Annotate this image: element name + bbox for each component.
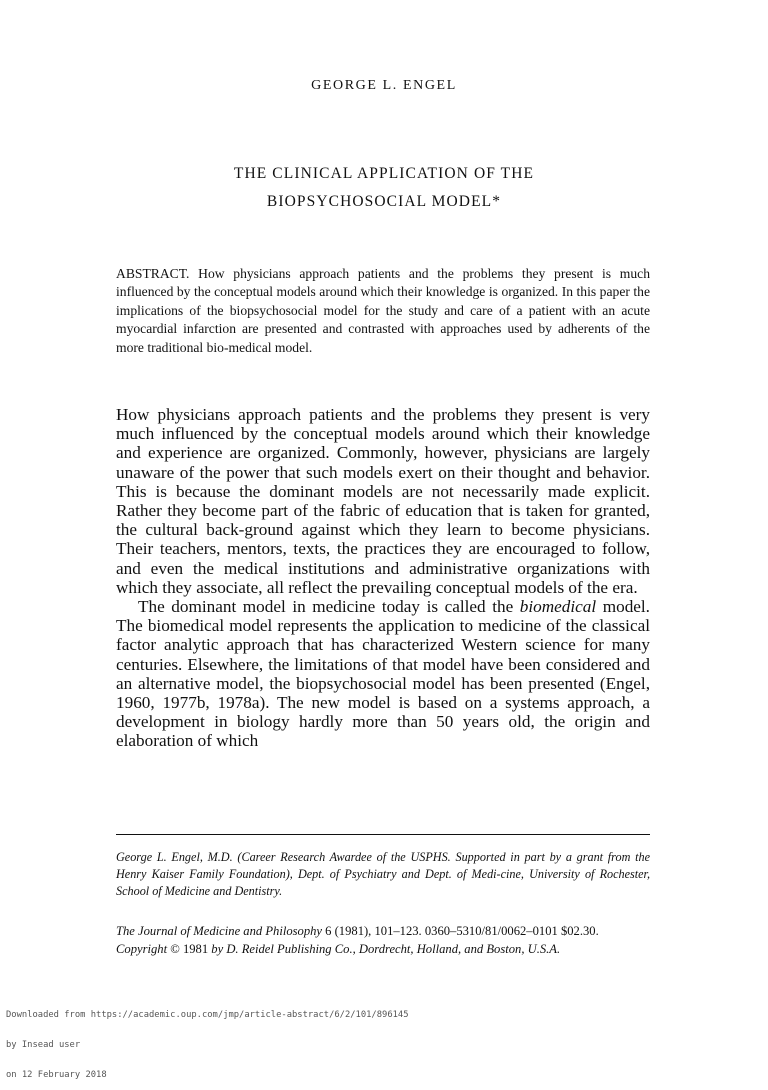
body-text [116, 405, 650, 751]
abstract-label: ABSTRACT. [116, 266, 190, 281]
download-line-1: Downloaded from https://academic.oup.com/jmp/article-abstract/6/2/101/896145 [6, 1010, 409, 1020]
article-title [0, 160, 768, 216]
journal-citation [116, 922, 716, 958]
paragraph-2-start: The dominant model in medicine today is called the [138, 597, 520, 617]
paragraph-2-rest: model. The biomedical model represents the application to medicine of the classical factor analytic approach that has characterized Western science for many centuries. Elsewhere, the limitations of that model have been considered and an alternative model, the biopsychosocial model has been presented (Engel, 1960, 1977b, 1978a). The new model is based on a systems approach, a development in biology hardly more than 50 years old, the origin and elaboration of which [116, 597, 650, 751]
journal-name: The Journal of Medicine and Philosophy [116, 924, 323, 938]
journal-volume-pages: 6 (1981), 101–123. 0360–5310/81/0062–0101 $02.30. [322, 924, 599, 938]
download-line-2: by Insead user [6, 1040, 81, 1050]
copyright-publisher: by D. Reidel Publishing Co., Dordrecht, Holland, and Boston, U.S.A. [211, 942, 561, 956]
abstract [116, 265, 650, 357]
journal-citation-line [116, 922, 716, 940]
title-line-2: BIOPSYCHOSOCIAL MODEL* [266, 193, 502, 210]
copyright-line [116, 940, 716, 958]
paragraph-2-emphasis: biomedical [519, 597, 597, 617]
download-watermark [6, 990, 409, 1090]
copyright-prefix: Copyright [116, 942, 168, 956]
footnote-divider [116, 834, 650, 835]
copyright-year: © 1981 [167, 942, 212, 956]
body-paragraph-1: How physicians approach patients and the problems they present is very much influenced by the conceptual models around which their knowledge and experience are organized. Commonly, however, physicians are largely unaware of the power that such models exert on their thought and behavior. This is because the dominant models are not necessarily made explicit. Rather they become part of the fabric of education that is taken for granted, the cultural back-ground against which they learn to become physicians. Their teachers, mentors, texts, the practices they are encouraged to follow, and even the medical institutions and administrative organizations with which they associate, all reflect the prevailing conceptual models of the era. [116, 405, 650, 597]
author-name: GEORGE L. ENGEL [311, 78, 457, 93]
author-footnote [116, 849, 650, 899]
title-line-1: THE CLINICAL APPLICATION OF THE [233, 165, 535, 182]
abstract-text: How physicians approach patients and the problems they present is much influenced by the conceptual models around which their knowledge is organized. In this paper the implications of the biopsychosocial model for the study and care of a patient with an acute myocardial infarction are presented and contrasted with approaches used by adherents of the more traditional bio-medical model. [116, 266, 651, 355]
footnote-text: George L. Engel, M.D. (Career Research Awardee of the USPHS. Supported in part by a grant from the Henry Kaiser Family Foundation), Dept. of Psychiatry and Dept. of Medi-cine, University of Rochester, School of Medicine and Dentistry. [116, 850, 650, 898]
author-header [0, 78, 768, 94]
body-paragraph-2 [116, 597, 650, 751]
download-line-3: on 12 February 2018 [6, 1070, 107, 1080]
